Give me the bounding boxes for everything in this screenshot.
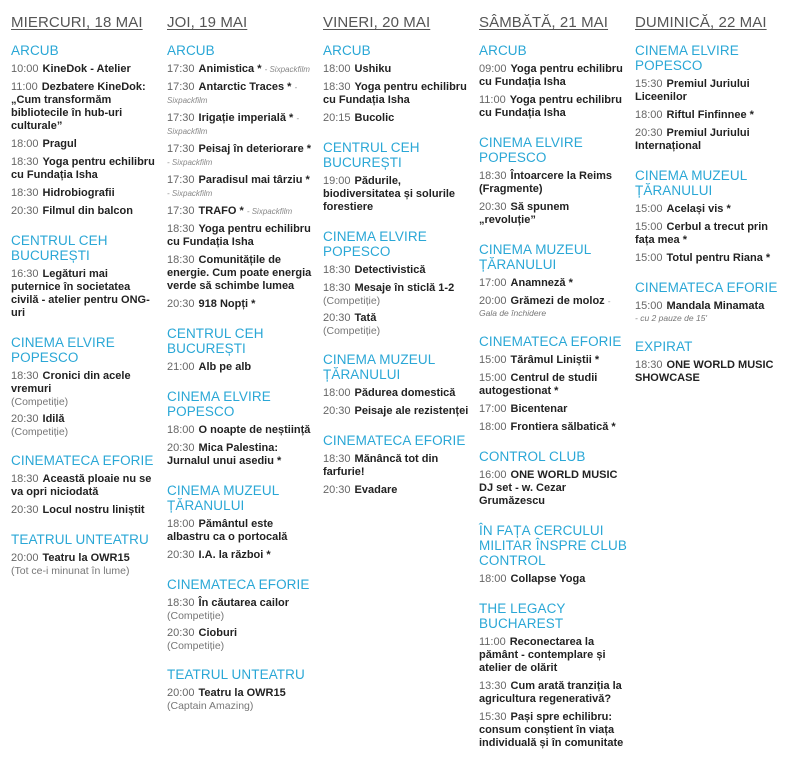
event-title[interactable]: Peisaje ale rezistenței bbox=[354, 405, 469, 417]
event-time: 17:00 bbox=[479, 403, 507, 415]
venue-spacer bbox=[11, 443, 157, 453]
event-note: - Sixpackfilm bbox=[264, 65, 310, 74]
event-item bbox=[479, 372, 627, 398]
event-time: 18:30 bbox=[479, 170, 507, 182]
event-title[interactable]: I.A. la război * bbox=[198, 549, 271, 561]
event-item bbox=[167, 361, 315, 374]
event-title[interactable]: Frontiera sălbatică * bbox=[510, 421, 616, 433]
event-item bbox=[323, 112, 469, 125]
event-item bbox=[11, 370, 157, 408]
event-title[interactable]: ONE WORLD MUSIC SHOWCASE bbox=[635, 359, 774, 384]
event-title[interactable]: Premiul Juriului Internațional bbox=[635, 127, 750, 152]
event-time: 10:00 bbox=[11, 63, 39, 75]
venue-heading[interactable]: CENTRUL CEH BUCUREȘTI bbox=[167, 326, 264, 356]
venue-spacer bbox=[479, 755, 627, 765]
event-title[interactable]: Peisaj în deteriorare * bbox=[198, 143, 312, 155]
event-item bbox=[323, 312, 469, 337]
event-item bbox=[167, 143, 315, 169]
day-heading: MIERCURI, 18 MAI bbox=[11, 14, 143, 31]
event-time: 15:00 bbox=[635, 203, 663, 215]
event-item bbox=[167, 518, 315, 544]
event-time: 18:30 bbox=[11, 156, 39, 168]
event-item bbox=[479, 573, 627, 586]
event-subtitle: (Competiție) bbox=[323, 295, 381, 307]
venue-spacer bbox=[635, 158, 785, 168]
event-time: 18:30 bbox=[323, 282, 351, 294]
event-time: 18:30 bbox=[167, 597, 195, 609]
venue-heading[interactable]: THE LEGACY BUCHAREST bbox=[479, 601, 566, 631]
venue-spacer bbox=[479, 513, 627, 523]
event-title[interactable]: Să spunem „revoluție” bbox=[479, 201, 570, 226]
venue-spacer bbox=[11, 582, 157, 592]
event-time: 18:30 bbox=[635, 359, 663, 371]
venue-spacer bbox=[635, 390, 785, 400]
venue-spacer bbox=[323, 502, 469, 512]
venue-heading[interactable]: TEATRUL UNTEATRU bbox=[167, 667, 305, 682]
event-item bbox=[11, 473, 157, 499]
event-item bbox=[635, 300, 785, 324]
event-note: - Sixpackfilm bbox=[167, 158, 213, 167]
venue-spacer bbox=[323, 219, 469, 229]
event-title[interactable]: Bicentenar bbox=[510, 403, 568, 415]
event-item bbox=[323, 453, 469, 479]
venue-spacer bbox=[11, 325, 157, 335]
event-title[interactable]: ONE WORLD MUSIC DJ set - w. Cezar Grumăzescu bbox=[479, 469, 618, 507]
event-item bbox=[479, 201, 627, 227]
event-item bbox=[635, 221, 785, 247]
day-column bbox=[635, 0, 785, 400]
event-item bbox=[167, 424, 315, 437]
venue-heading[interactable]: CINEMA MUZEUL ȚĂRANULUI bbox=[635, 168, 747, 198]
venue-heading[interactable]: CINEMA ELVIRE POPESCO bbox=[11, 335, 115, 365]
event-item bbox=[635, 359, 785, 385]
venue-heading[interactable]: CINEMATECA EFORIE bbox=[635, 280, 778, 295]
venue-spacer bbox=[167, 379, 315, 389]
event-item bbox=[11, 205, 157, 218]
event-item bbox=[479, 63, 627, 89]
venue-spacer bbox=[323, 342, 469, 352]
event-time: 20:30 bbox=[11, 413, 39, 425]
event-item bbox=[323, 175, 469, 214]
event-title[interactable]: Mănâncă tot din farfurie! bbox=[323, 453, 439, 478]
event-title[interactable]: Animistica * bbox=[198, 63, 262, 75]
event-item bbox=[323, 81, 469, 107]
day-heading: JOI, 19 MAI bbox=[167, 14, 248, 31]
event-title[interactable]: Yoga pentru echilibru cu Fundația Isha bbox=[479, 63, 623, 88]
event-item bbox=[323, 282, 469, 307]
event-time: 20:30 bbox=[11, 205, 39, 217]
event-time: 09:00 bbox=[479, 63, 507, 75]
event-title[interactable]: Yoga pentru echilibru cu Fundația Isha bbox=[11, 156, 155, 181]
venue-heading[interactable]: TEATRUL UNTEATRU bbox=[11, 532, 149, 547]
event-note: - Sixpackfilm bbox=[246, 207, 293, 216]
event-item bbox=[323, 484, 469, 497]
event-title[interactable]: Paradisul mai târziu * bbox=[198, 174, 310, 186]
venue-spacer bbox=[11, 223, 157, 233]
event-title[interactable]: Bucolic bbox=[354, 112, 395, 124]
event-time: 15:00 bbox=[635, 252, 663, 264]
event-time: 20:30 bbox=[167, 298, 195, 310]
event-title[interactable]: Collapse Yoga bbox=[510, 573, 586, 585]
venue-heading[interactable]: CINEMA ELVIRE POPESCO bbox=[479, 135, 583, 165]
event-item bbox=[11, 81, 157, 133]
venue-heading[interactable]: ARCUB bbox=[479, 43, 527, 58]
event-title[interactable]: Yoga pentru echilibru cu Fundația Isha bbox=[167, 223, 311, 248]
event-time: 17:30 bbox=[167, 143, 195, 155]
event-time: 17:00 bbox=[479, 277, 507, 289]
event-item bbox=[11, 504, 157, 517]
venue-heading[interactable]: ARCUB bbox=[167, 43, 215, 58]
venue-heading[interactable]: CINEMATECA EFORIE bbox=[323, 433, 466, 448]
event-title[interactable]: Pragul bbox=[42, 138, 77, 150]
venue-spacer bbox=[167, 717, 315, 727]
event-title[interactable]: Cum arată tranziția la agricultura regenerativă? bbox=[479, 680, 622, 705]
event-time: 20:30 bbox=[635, 127, 663, 139]
event-time: 17:30 bbox=[167, 205, 195, 217]
event-title[interactable]: Yoga pentru echilibru cu Fundația Isha bbox=[479, 94, 622, 119]
event-title[interactable]: Întoarcere la Reims (Fragmente) bbox=[479, 170, 613, 195]
event-time: 18:00 bbox=[323, 63, 351, 75]
day-column bbox=[323, 0, 469, 512]
venue-heading[interactable]: CINEMA ELVIRE POPESCO bbox=[323, 229, 427, 259]
event-time: 20:30 bbox=[479, 201, 507, 213]
event-item bbox=[11, 552, 157, 577]
venue-spacer bbox=[323, 423, 469, 433]
venue-spacer bbox=[167, 657, 315, 667]
event-time: 19:00 bbox=[323, 175, 351, 187]
event-item bbox=[167, 112, 315, 138]
event-title[interactable]: Mandala Minamata bbox=[666, 300, 765, 312]
event-title[interactable]: Cronici din acele vremuri bbox=[11, 370, 131, 395]
event-time: 20:30 bbox=[323, 312, 351, 324]
event-time: 15:00 bbox=[479, 354, 507, 366]
event-time: 13:30 bbox=[479, 680, 507, 692]
event-title[interactable]: Irigație imperială * bbox=[198, 112, 294, 124]
event-time: 20:00 bbox=[11, 552, 39, 564]
event-item bbox=[323, 264, 469, 277]
event-time: 11:00 bbox=[11, 81, 38, 93]
event-title[interactable]: Cioburi bbox=[198, 627, 238, 639]
event-item bbox=[11, 187, 157, 200]
venue-heading[interactable]: ARCUB bbox=[11, 43, 59, 58]
event-item bbox=[167, 254, 315, 293]
event-note: - Sixpackfilm bbox=[167, 189, 213, 198]
venue-heading[interactable]: CONTROL CLUB bbox=[479, 449, 586, 464]
event-title[interactable]: TRAFO * bbox=[198, 205, 244, 217]
venue-heading[interactable]: CINEMA MUZEUL ȚĂRANULUI bbox=[167, 483, 279, 513]
event-item bbox=[167, 549, 315, 562]
venue-heading[interactable]: CINEMATECA EFORIE bbox=[167, 577, 310, 592]
event-item bbox=[167, 597, 315, 622]
venue-spacer bbox=[479, 324, 627, 334]
venue-spacer bbox=[479, 439, 627, 449]
event-time: 15:00 bbox=[635, 221, 663, 233]
event-item bbox=[11, 268, 157, 320]
venue-spacer bbox=[479, 125, 627, 135]
event-title[interactable]: Același vis * bbox=[666, 203, 731, 215]
event-time: 18:30 bbox=[167, 254, 195, 266]
venue-heading[interactable]: CENTRUL CEH BUCUREȘTI bbox=[11, 233, 108, 263]
venue-heading[interactable]: ARCUB bbox=[323, 43, 371, 58]
event-title[interactable]: Tată bbox=[354, 312, 377, 324]
event-title[interactable]: Detectivistică bbox=[354, 264, 426, 276]
event-item bbox=[479, 469, 627, 508]
venue-spacer bbox=[635, 329, 785, 339]
event-time: 18:30 bbox=[11, 370, 39, 382]
event-title[interactable]: Hidrobiografii bbox=[42, 187, 115, 199]
event-time: 21:00 bbox=[167, 361, 195, 373]
venue-heading[interactable]: CINEMA MUZEUL ȚĂRANULUI bbox=[479, 242, 591, 272]
event-title[interactable]: 918 Nopți * bbox=[198, 298, 256, 310]
event-time: 15:00 bbox=[479, 372, 507, 384]
venue-spacer bbox=[323, 130, 469, 140]
event-title[interactable]: Pădurea domestică bbox=[354, 387, 456, 399]
event-item bbox=[635, 127, 785, 153]
event-time: 18:30 bbox=[323, 264, 351, 276]
venue-spacer bbox=[635, 270, 785, 280]
day-heading: SÂMBĂTĂ, 21 MAI bbox=[479, 14, 609, 31]
venue-heading[interactable]: CINEMA ELVIRE POPESCO bbox=[167, 389, 271, 419]
event-title[interactable]: Comunitățile de energie. Cum poate energia verde să schimbe lumea bbox=[167, 254, 312, 292]
event-subtitle: Gala de închidere bbox=[479, 308, 547, 318]
event-item bbox=[479, 680, 627, 706]
event-time: 20:30 bbox=[167, 442, 195, 454]
event-item bbox=[323, 405, 469, 418]
venue-heading[interactable]: CINEMATECA EFORIE bbox=[11, 453, 154, 468]
event-item bbox=[635, 252, 785, 265]
venue-heading[interactable]: CINEMA MUZEUL ȚĂRANULUI bbox=[323, 352, 435, 382]
event-time: 18:30 bbox=[323, 453, 351, 465]
event-item bbox=[11, 138, 157, 151]
event-time: 18:00 bbox=[11, 138, 39, 150]
event-time: 18:00 bbox=[479, 421, 507, 433]
event-title[interactable]: Antarctic Traces * bbox=[198, 81, 292, 93]
event-item bbox=[635, 78, 785, 104]
event-title[interactable]: Pădurile, biodiversitatea și solurile forestiere bbox=[323, 175, 456, 213]
venue-spacer bbox=[167, 316, 315, 326]
event-time: 16:00 bbox=[479, 469, 507, 481]
day-column bbox=[11, 0, 157, 592]
event-time: 11:00 bbox=[479, 636, 506, 648]
event-time: 18:00 bbox=[635, 109, 663, 121]
event-title[interactable]: Dezbatere KineDok: „Cum transformăm bibliotecile în hub-uri culturale” bbox=[11, 81, 146, 132]
event-time: 20:30 bbox=[323, 405, 351, 417]
event-title[interactable]: Teatru la OWR15 bbox=[198, 687, 286, 699]
event-title[interactable]: KineDok - Atelier bbox=[42, 63, 131, 75]
event-time: 15:30 bbox=[479, 711, 507, 723]
event-note: - Sixpackfilm bbox=[167, 114, 300, 136]
event-title[interactable]: Mesaje în sticlă 1-2 bbox=[354, 282, 455, 294]
venue-spacer bbox=[11, 522, 157, 532]
event-item bbox=[167, 63, 315, 76]
event-item bbox=[167, 223, 315, 249]
event-subtitle: (Competiție) bbox=[167, 610, 225, 622]
event-time: 18:00 bbox=[479, 573, 507, 585]
event-subtitle: (Competiție) bbox=[167, 640, 225, 652]
event-time: 18:00 bbox=[167, 518, 195, 530]
event-item bbox=[167, 442, 315, 468]
venue-spacer bbox=[479, 232, 627, 242]
event-title[interactable]: Alb pe alb bbox=[198, 361, 252, 373]
event-item bbox=[167, 205, 315, 218]
event-item bbox=[167, 627, 315, 652]
venue-heading[interactable]: EXPIRAT bbox=[635, 339, 693, 354]
venue-spacer bbox=[167, 567, 315, 577]
event-title[interactable]: Grămezi de moloz bbox=[510, 295, 605, 307]
event-title[interactable]: Premiul Juriului Liceenilor bbox=[635, 78, 750, 103]
event-item bbox=[479, 354, 627, 367]
event-subtitle: - cu 2 pauze de 15' bbox=[635, 313, 708, 323]
day-column bbox=[167, 0, 315, 727]
event-time: 16:30 bbox=[11, 268, 39, 280]
venue-heading[interactable]: CINEMATECA EFORIE bbox=[479, 334, 622, 349]
event-time: 20:15 bbox=[323, 112, 351, 124]
event-title[interactable]: Riftul Finfinnee * bbox=[666, 109, 754, 121]
day-column bbox=[479, 0, 627, 765]
event-title[interactable]: Filmul din balcon bbox=[42, 205, 133, 217]
event-time: 18:30 bbox=[11, 473, 39, 485]
venue-heading[interactable]: CINEMA ELVIRE POPESCO bbox=[635, 43, 739, 73]
event-item bbox=[479, 421, 627, 434]
event-time: 18:00 bbox=[167, 424, 195, 436]
event-title[interactable]: Centrul de studii autogestionat * bbox=[479, 372, 598, 397]
event-item bbox=[11, 413, 157, 438]
event-subtitle: (Competiție) bbox=[323, 325, 381, 337]
event-time: 20:00 bbox=[167, 687, 195, 699]
event-subtitle: (Tot ce-i minunat în lume) bbox=[11, 565, 130, 577]
event-title[interactable]: Cerbul a trecut prin fața mea * bbox=[635, 221, 768, 246]
event-time: 17:30 bbox=[167, 63, 195, 75]
event-item bbox=[167, 687, 315, 712]
venue-spacer bbox=[167, 473, 315, 483]
venue-heading[interactable]: CENTRUL CEH BUCUREȘTI bbox=[323, 140, 420, 170]
event-item bbox=[479, 403, 627, 416]
event-title[interactable]: O noapte de neștiință bbox=[198, 424, 311, 436]
event-item bbox=[479, 94, 627, 120]
event-time: 20:00 bbox=[479, 295, 507, 307]
event-title[interactable]: Idilă bbox=[42, 413, 65, 425]
event-title[interactable]: Totul pentru Riana * bbox=[666, 252, 771, 264]
day-heading: VINERI, 20 MAI bbox=[323, 14, 431, 31]
event-item bbox=[167, 174, 315, 200]
venue-heading[interactable]: ÎN FAȚA CERCULUI MILITAR ÎNSPRE CLUB CONTROL bbox=[479, 523, 627, 568]
event-title[interactable]: Reconectarea la pământ - contemplare și atelier de olărit bbox=[479, 636, 606, 674]
event-time: 20:30 bbox=[167, 627, 195, 639]
venue-spacer bbox=[479, 591, 627, 601]
event-item bbox=[323, 387, 469, 400]
event-title[interactable]: Pași spre echilibru: consum conștient în viața individuală și în comunitate bbox=[479, 711, 624, 749]
event-title[interactable]: Locul nostru liniștit bbox=[42, 504, 145, 516]
event-item bbox=[11, 156, 157, 182]
event-title[interactable]: Legături mai puternice în societatea civilă - atelier pentru ONG-uri bbox=[11, 268, 150, 319]
event-time: 20:30 bbox=[11, 504, 39, 516]
event-title[interactable]: În căutarea cailor bbox=[198, 597, 290, 609]
event-note: - Sixpackfilm bbox=[167, 83, 298, 105]
event-title[interactable]: Evadare bbox=[354, 484, 398, 496]
event-item bbox=[635, 203, 785, 216]
event-item bbox=[479, 295, 627, 319]
event-item bbox=[479, 711, 627, 750]
event-item bbox=[479, 277, 627, 290]
event-time: 20:30 bbox=[167, 549, 195, 561]
event-time: 17:30 bbox=[167, 174, 195, 186]
event-item bbox=[635, 109, 785, 122]
event-time: 17:30 bbox=[167, 81, 195, 93]
event-item bbox=[479, 636, 627, 675]
event-time: 17:30 bbox=[167, 112, 195, 124]
event-subtitle: (Captain Amazing) bbox=[167, 700, 254, 712]
event-time: 18:30 bbox=[11, 187, 39, 199]
event-title[interactable]: Pământul este albastru ca o portocală bbox=[167, 518, 288, 543]
day-heading: DUMINICĂ, 22 MAI bbox=[635, 14, 767, 31]
event-title[interactable]: Această ploaie nu se va opri niciodată bbox=[11, 473, 152, 498]
event-title[interactable]: Teatru la OWR15 bbox=[42, 552, 130, 564]
event-item bbox=[11, 63, 157, 76]
event-title[interactable]: Tărâmul Liniștii * bbox=[510, 354, 600, 366]
event-time: 18:30 bbox=[323, 81, 351, 93]
event-note: - bbox=[607, 297, 611, 306]
event-time: 20:30 bbox=[323, 484, 351, 496]
event-title[interactable]: Mica Palestina: Jurnalul unui asediu * bbox=[167, 442, 282, 467]
event-title[interactable]: Yoga pentru echilibru cu Fundația Isha bbox=[323, 81, 467, 106]
event-time: 15:30 bbox=[635, 78, 663, 90]
event-time: 11:00 bbox=[479, 94, 506, 106]
event-item bbox=[167, 81, 315, 107]
event-item bbox=[323, 63, 469, 76]
event-time: 18:00 bbox=[323, 387, 351, 399]
event-title[interactable]: Anamneză * bbox=[510, 277, 573, 289]
event-subtitle: (Competiție) bbox=[11, 396, 69, 408]
event-subtitle: (Competiție) bbox=[11, 426, 69, 438]
event-item bbox=[167, 298, 315, 311]
event-time: 15:00 bbox=[635, 300, 663, 312]
event-time: 18:30 bbox=[167, 223, 195, 235]
event-item bbox=[479, 170, 627, 196]
event-title[interactable]: Ushiku bbox=[354, 63, 392, 75]
